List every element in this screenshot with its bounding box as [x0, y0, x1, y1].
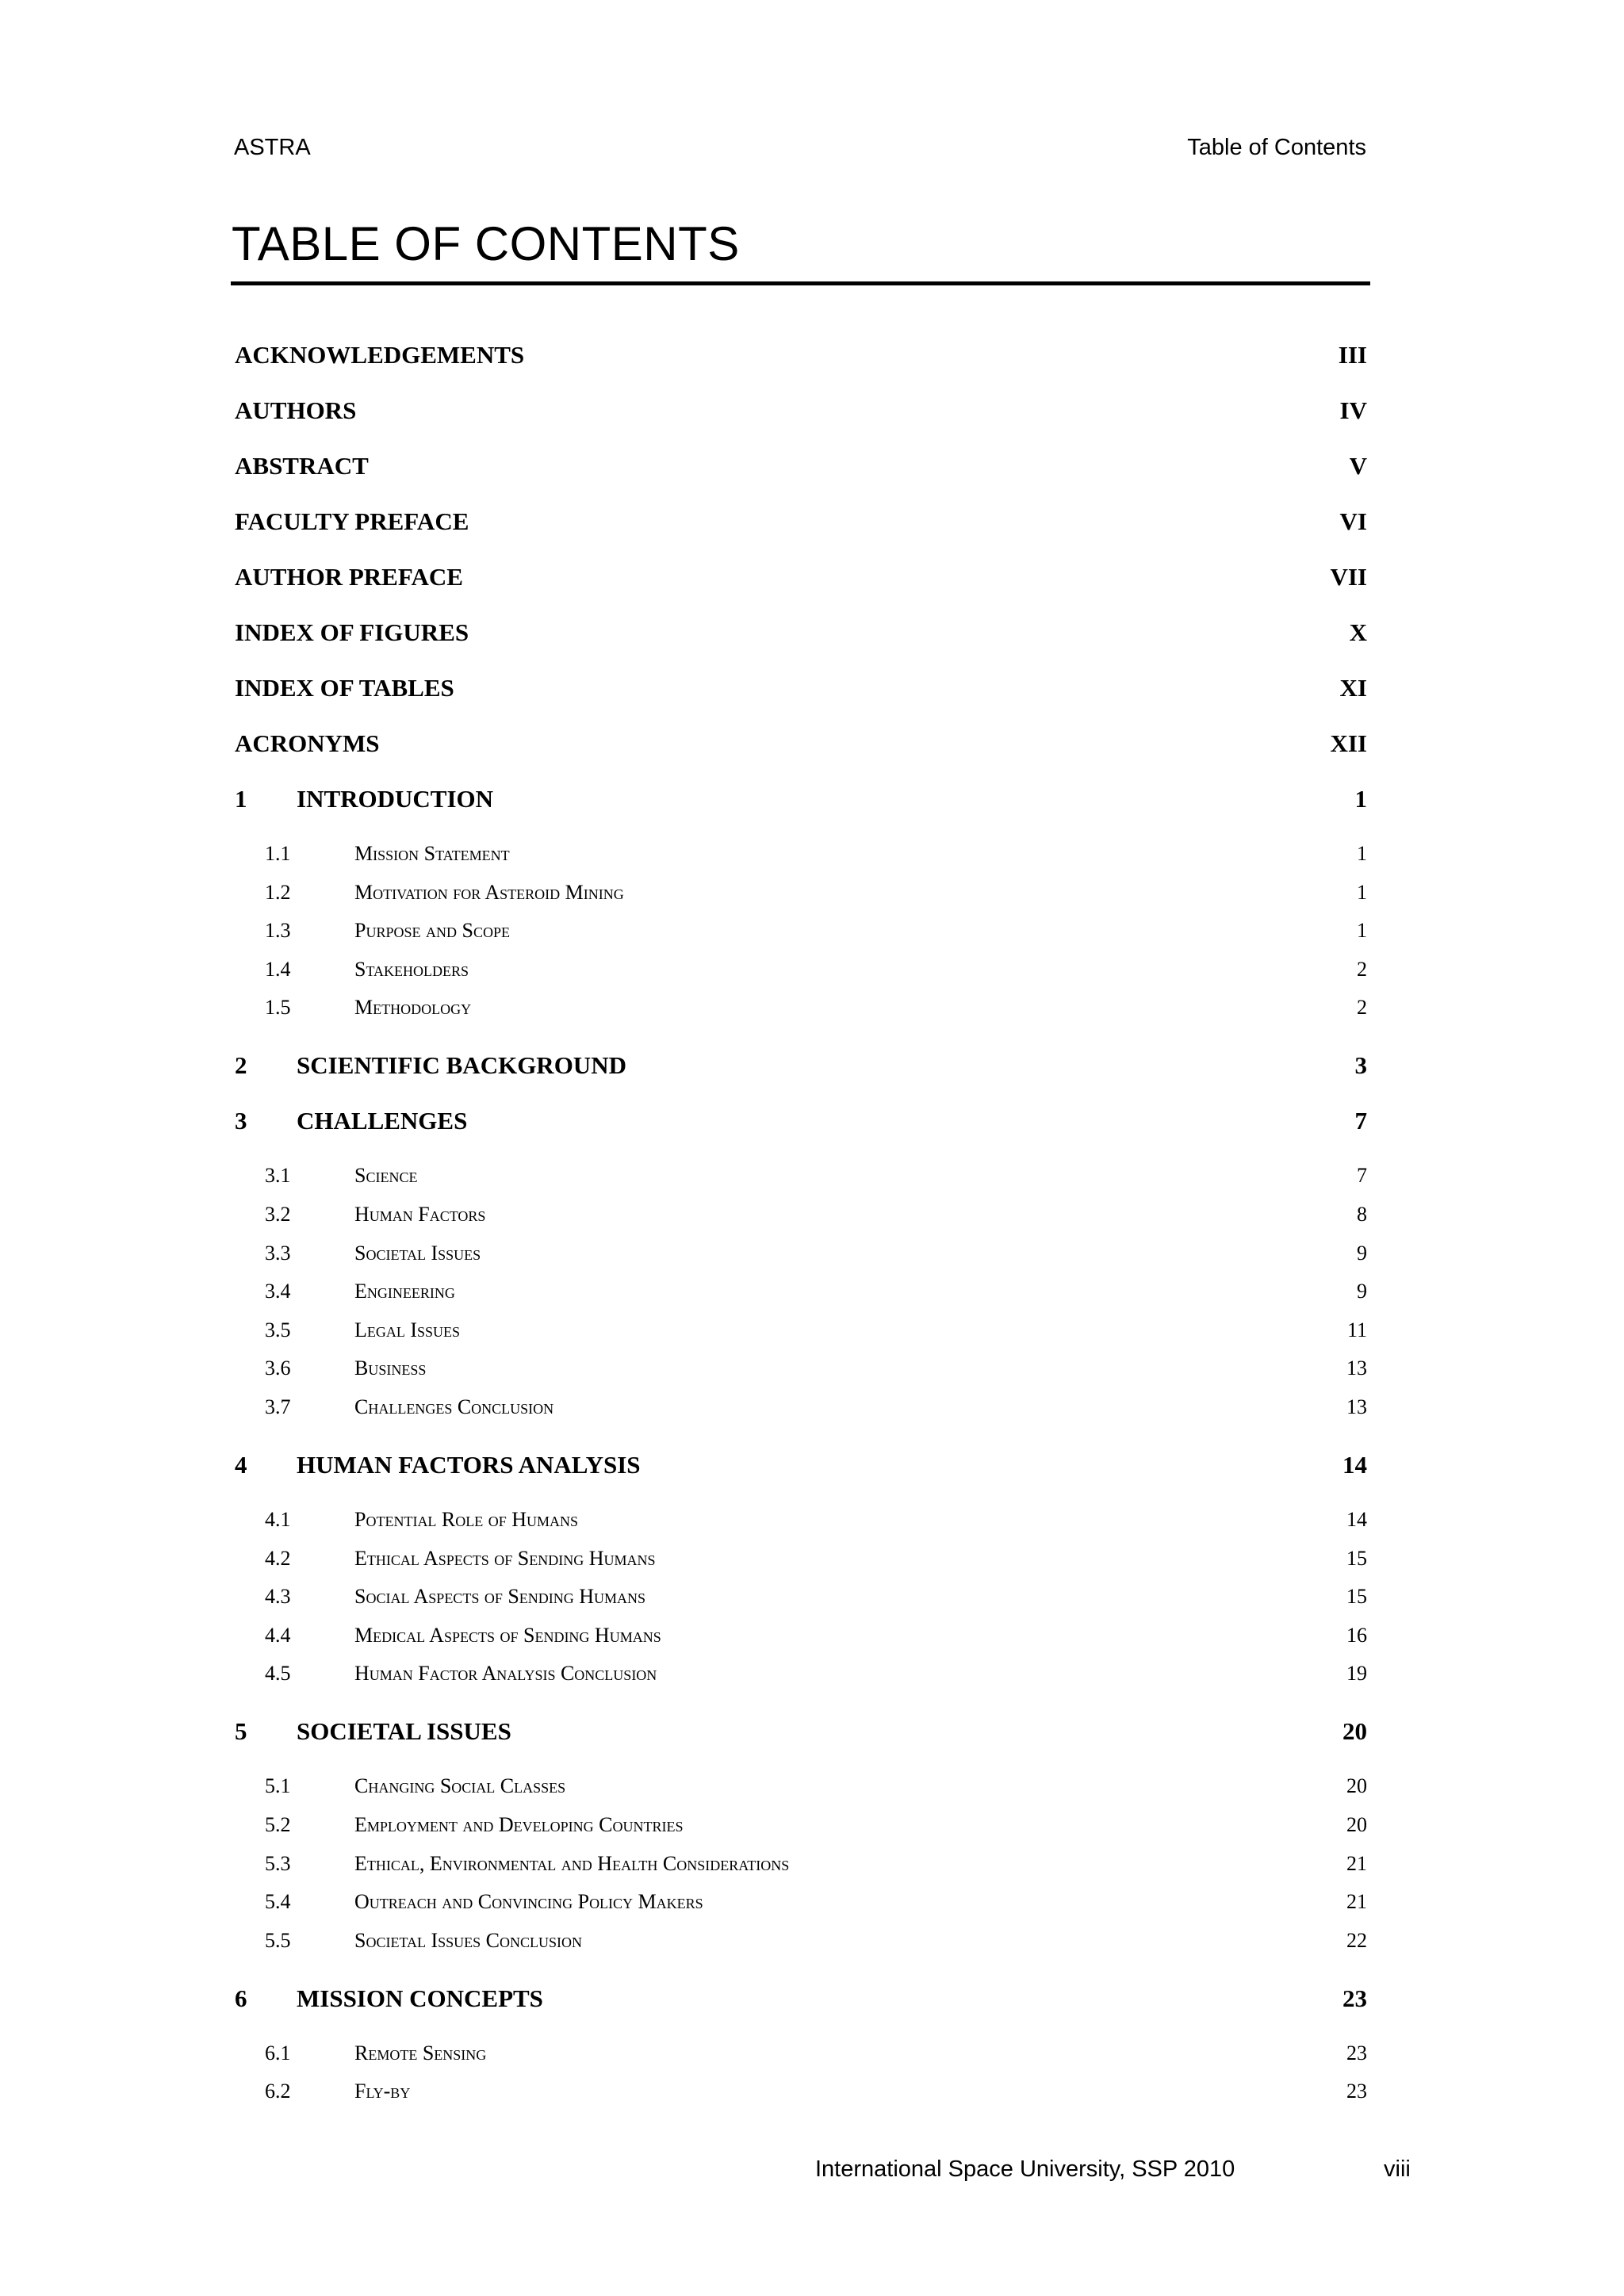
toc-entry[interactable]	[235, 919, 1367, 943]
toc-entry[interactable]	[235, 1107, 1367, 1135]
toc-entry-page: VII	[1330, 563, 1367, 591]
toc-entry-title: Ethical, Environmental and Health Considerations	[354, 1851, 790, 1875]
toc-entry-number: 5.2	[265, 1813, 291, 1836]
footer-organization: International Space University, SSP 2010	[815, 2156, 1235, 2182]
toc-entry[interactable]	[235, 842, 1367, 866]
toc-entry[interactable]	[235, 1508, 1367, 1532]
toc-entry-page: 19	[1346, 1662, 1367, 1686]
toc-entry-title: Societal Issues Conclusion	[354, 1928, 583, 1952]
toc-entry-page: 9	[1357, 1241, 1367, 1265]
toc-entry-page: 15	[1346, 1546, 1367, 1570]
toc-entry[interactable]	[235, 674, 1367, 702]
toc-entry-page: 14	[1342, 1451, 1367, 1479]
toc-entry-number: 5.3	[265, 1851, 291, 1875]
toc-entry-page: 16	[1346, 1623, 1367, 1647]
toc-entry-number: 3.7	[265, 1395, 291, 1418]
toc-entry[interactable]	[235, 2042, 1367, 2065]
toc-entry[interactable]	[235, 2080, 1367, 2103]
toc-entry-title: Business	[354, 1357, 427, 1380]
toc-entry[interactable]	[235, 1624, 1367, 1647]
toc-entry-number: 2	[235, 1051, 247, 1080]
toc-entry-number: 5.5	[265, 1928, 291, 1952]
toc-entry-number: 6	[235, 1984, 247, 2012]
toc-entry-page: 23	[1346, 2041, 1367, 2064]
toc-entry-number: 1.2	[265, 880, 291, 904]
toc-entry-page: X	[1349, 618, 1367, 646]
toc-entry[interactable]	[235, 452, 1367, 480]
toc-entry-title: Challenges Conclusion	[354, 1395, 554, 1418]
toc-entry[interactable]	[235, 507, 1367, 536]
running-header	[234, 135, 1366, 166]
toc-entry-number: 4	[235, 1451, 247, 1479]
toc-entry-title: Changing Social Classes	[354, 1774, 566, 1798]
toc-entry[interactable]	[235, 1585, 1367, 1609]
footer-page-number: viii	[1384, 2156, 1411, 2182]
toc-entry-page: 13	[1346, 1357, 1367, 1380]
toc-entry-number: 4.5	[265, 1662, 291, 1686]
toc-entry-title: INTRODUCTION	[297, 785, 494, 813]
toc-entry[interactable]	[235, 396, 1367, 425]
toc-entry[interactable]	[235, 1280, 1367, 1303]
toc-entry-number: 4.3	[265, 1585, 291, 1609]
toc-entry-page: 8	[1357, 1203, 1367, 1226]
toc-entry-title: AUTHORS	[235, 396, 357, 424]
toc-entry-number: 5.1	[265, 1774, 291, 1798]
toc-entry-page: 21	[1346, 1890, 1367, 1914]
toc-entry-title: Human Factor Analysis Conclusion	[354, 1662, 657, 1686]
toc-entry-number: 1.3	[265, 919, 291, 943]
toc-entry-page: III	[1338, 341, 1367, 369]
toc-entry[interactable]	[235, 996, 1367, 1020]
toc-entry-number: 4.2	[265, 1546, 291, 1570]
toc-entry-number: 1.1	[265, 842, 291, 865]
toc-entry-number: 6.2	[265, 2080, 291, 2103]
toc-entry-title: Methodology	[354, 996, 472, 1020]
toc-entry-number: 5.4	[265, 1890, 291, 1914]
toc-entry-title: Employment and Developing Countries	[354, 1813, 684, 1836]
toc-entry-page: V	[1349, 452, 1367, 480]
title-rule	[231, 281, 1370, 285]
toc-entry[interactable]	[235, 1929, 1367, 1953]
toc-entry-title: Remote Sensing	[354, 2041, 487, 2064]
toc-entry-title: Purpose and Scope	[354, 919, 510, 943]
toc-entry-title: Human Factors	[354, 1203, 486, 1226]
toc-entry-number: 4.4	[265, 1623, 291, 1647]
toc-entry-number: 3.3	[265, 1241, 291, 1265]
toc-entry-page: 22	[1346, 1928, 1367, 1952]
toc-entry-number: 1.5	[265, 996, 291, 1020]
toc-entry-page: 1	[1357, 842, 1367, 865]
toc-entry-page: 14	[1346, 1508, 1367, 1531]
toc-entry-page: 3	[1354, 1051, 1367, 1080]
toc-entry-number: 3.2	[265, 1203, 291, 1226]
toc-entry[interactable]	[235, 1662, 1367, 1686]
toc-entry-title: Stakeholders	[354, 957, 469, 981]
toc-entry-number: 1.4	[265, 957, 291, 981]
toc-entry-title: Social Aspects of Sending Humans	[354, 1585, 646, 1609]
toc-entry[interactable]	[235, 1164, 1367, 1188]
toc-entry[interactable]	[235, 1318, 1367, 1342]
toc-entry-title: CHALLENGES	[297, 1107, 468, 1135]
toc-entry-title: HUMAN FACTORS ANALYSIS	[297, 1451, 641, 1479]
toc-entry[interactable]	[235, 1890, 1367, 1914]
toc-entry-page: 23	[1346, 2080, 1367, 2103]
toc-entry-page: 1	[1357, 919, 1367, 943]
toc-entry-title: Potential Role of Humans	[354, 1508, 579, 1531]
page-title: TABLE OF CONTENTS	[232, 217, 740, 270]
toc-entry-number: 4.1	[265, 1508, 291, 1531]
toc-entry-page: VI	[1339, 507, 1367, 535]
toc-entry-title: Legal Issues	[354, 1318, 461, 1341]
toc-entry-page: 7	[1354, 1107, 1367, 1135]
toc-entry[interactable]	[235, 1813, 1367, 1837]
toc-entry-number: 6.1	[265, 2041, 291, 2064]
toc-entry-page: 2	[1357, 996, 1367, 1020]
toc-entry-title: INDEX OF TABLES	[235, 674, 454, 702]
toc-entry[interactable]	[235, 1357, 1367, 1380]
toc-entry-title: MISSION CONCEPTS	[297, 1984, 543, 2012]
toc-entry-number: 3.1	[265, 1164, 291, 1188]
toc-entry-page: 11	[1346, 1318, 1367, 1341]
toc-entry-page: XII	[1330, 729, 1367, 757]
toc-entry[interactable]	[235, 1774, 1367, 1798]
toc-entry[interactable]	[235, 1852, 1367, 1876]
toc-entry[interactable]	[235, 618, 1367, 647]
toc-entry[interactable]	[235, 1984, 1367, 2013]
toc-entry[interactable]	[235, 1717, 1367, 1746]
toc-entry[interactable]	[235, 958, 1367, 982]
toc-entry-title: SOCIETAL ISSUES	[297, 1717, 511, 1746]
toc-entry-title: ABSTRACT	[235, 452, 369, 480]
toc-entry-page: 15	[1346, 1585, 1367, 1609]
toc-entry[interactable]	[235, 1242, 1367, 1265]
toc-entry[interactable]	[235, 881, 1367, 905]
toc-entry-title: ACKNOWLEDGEMENTS	[235, 341, 525, 369]
toc-entry-number: 5	[235, 1717, 247, 1746]
header-project-name: ASTRA	[234, 135, 311, 160]
toc-entry-page: 23	[1342, 1984, 1367, 2012]
toc-entry-page: 20	[1346, 1774, 1367, 1798]
toc-entry-title: Societal Issues	[354, 1241, 481, 1265]
toc-entry-title: Ethical Aspects of Sending Humans	[354, 1546, 656, 1570]
toc-entry-title: SCIENTIFIC BACKGROUND	[297, 1051, 626, 1080]
toc-entry[interactable]	[235, 1395, 1367, 1419]
toc-entry-title: Medical Aspects of Sending Humans	[354, 1623, 661, 1647]
toc-entry-title: Motivation for Asteroid Mining	[354, 880, 624, 904]
toc-entry-page: 9	[1357, 1280, 1367, 1303]
toc-entry[interactable]	[235, 341, 1367, 369]
toc-entry[interactable]	[235, 1051, 1367, 1080]
toc-entry[interactable]	[235, 1451, 1367, 1479]
toc-entry-page: 20	[1346, 1813, 1367, 1836]
toc-entry-title: ACRONYMS	[235, 729, 380, 757]
header-section-name: Table of Contents	[1187, 135, 1366, 160]
toc-entry-title: Fly-by	[354, 2080, 411, 2103]
toc-entry-page: 20	[1342, 1717, 1367, 1746]
toc-entry-page: 2	[1357, 957, 1367, 981]
toc-entry-title: Outreach and Convincing Policy Makers	[354, 1890, 703, 1914]
toc-entry-title: FACULTY PREFACE	[235, 507, 469, 535]
toc-entry-title: INDEX OF FIGURES	[235, 618, 469, 646]
toc-entry-title: AUTHOR PREFACE	[235, 563, 463, 591]
toc-entry-number: 1	[235, 785, 247, 813]
toc-entry-page: 13	[1346, 1395, 1367, 1418]
toc-entry-title: Engineering	[354, 1280, 455, 1303]
toc-entry[interactable]	[235, 1547, 1367, 1571]
toc-entry-page: 21	[1346, 1851, 1367, 1875]
toc-entry-page: 1	[1354, 785, 1367, 813]
toc-entry-number: 3	[235, 1107, 247, 1135]
toc-entry[interactable]	[235, 1203, 1367, 1226]
toc-entry-page: 1	[1357, 880, 1367, 904]
toc-entry[interactable]	[235, 785, 1367, 813]
toc-entry-number: 3.6	[265, 1357, 291, 1380]
toc-entry-page: IV	[1339, 396, 1367, 424]
toc-entry[interactable]	[235, 729, 1367, 758]
toc-entry[interactable]	[235, 563, 1367, 591]
toc-entry-page: XI	[1339, 674, 1367, 702]
toc-entry-number: 3.5	[265, 1318, 291, 1341]
toc-entry-title: Mission Statement	[354, 842, 510, 865]
toc-entry-number: 3.4	[265, 1280, 291, 1303]
toc-entry-page: 7	[1357, 1164, 1367, 1188]
toc-entry-title: Science	[354, 1164, 418, 1188]
